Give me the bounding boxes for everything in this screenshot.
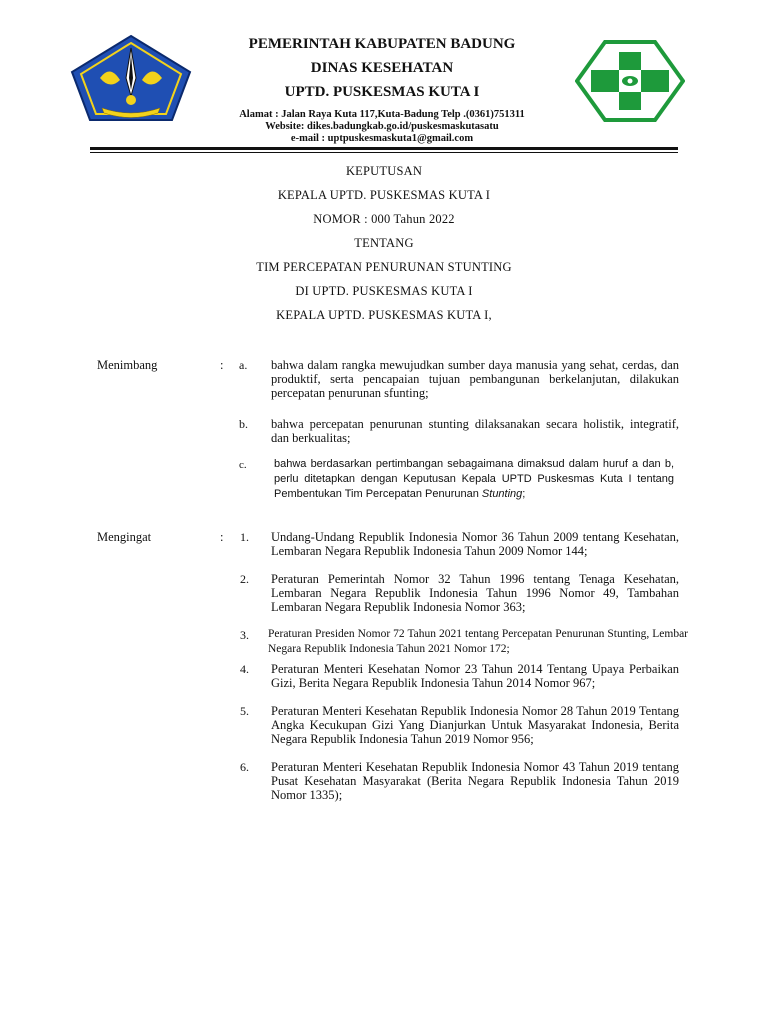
menimbang-item-c-text: bahwa berdasarkan pertimbangan sebagaimana dimaksud dalam huruf a dan b, perlu ditetapkan dengan Keputusan Kepala UPTD Puskesmas Kuta I tentang Pembentukan Tim Percepatan Penurunan <box>274 458 674 500</box>
menimbang-label: Menimbang <box>97 358 158 372</box>
title-kepala: KEPALA UPTD. PUSKESMAS KUTA I <box>277 188 491 202</box>
mengingat-item-text: Peraturan Menteri Kesehatan Nomor 23 Tahun 2014 Tentang Upaya Perbaikan Gizi, Berita Negara Republik Indonesia Tahun 2014 Nomor 967; <box>271 662 679 690</box>
mengingat-item-text: Peraturan Presiden Nomor 72 Tahun 2021 tentang Percepatan Penurunan Stunting, Lembar Negara Republik Indonesia Tahun 2021 Nomor 172; <box>268 628 688 655</box>
header-website: Website: dikes.badungkab.go.id/puskesmaskutasatu <box>265 121 499 132</box>
menimbang-item-c-tail: ; <box>522 488 526 500</box>
mengingat-item-text: Peraturan Pemerintah Nomor 32 Tahun 1996 tentang Tenaga Kesehatan, Lembaran Negara Republik Indonesia Tahun 1996 Nomor 49, Tambahan Lembaran Negara Republik Indonesia Nomor 363; <box>271 572 679 614</box>
header-department: DINAS KESEHATAN <box>310 60 454 76</box>
regency-emblem <box>70 34 192 122</box>
mengingat-colon: : <box>220 530 224 544</box>
mengingat-item-text: Undang-Undang Republik Indonesia Nomor 36 Tahun 2009 tentang Kesehatan, Lembaran Negara Republik Indonesia Tahun 2009 Nomor 144; <box>271 530 679 558</box>
header-government: PEMERINTAH KABUPATEN BADUNG <box>248 36 516 52</box>
mengingat-item-no: 3. <box>240 628 249 642</box>
menimbang-item-c-italic: Stunting <box>481 488 523 500</box>
mengingat-label: Mengingat <box>97 530 152 544</box>
letterhead-divider-thick <box>90 147 678 150</box>
title-keputusan: KEPUTUSAN <box>345 164 423 178</box>
menimbang-colon: : <box>220 358 224 372</box>
mengingat-item-no: 4. <box>240 662 249 676</box>
puskesmas-logo <box>575 40 685 122</box>
menimbang-item-no: b. <box>239 417 248 431</box>
title-location: DI UPTD. PUSKESMAS KUTA I <box>295 284 473 298</box>
title-subject: TIM PERCEPATAN PENURUNAN STUNTING <box>256 260 512 274</box>
header-address: Alamat : Jalan Raya Kuta 117,Kuta-Badung Telp .(0361)751311 <box>239 109 525 120</box>
header-email: e-mail : uptpuskesmaskuta1@gmail.com <box>290 133 474 144</box>
menimbang-item-text <box>274 457 674 502</box>
menimbang-item-text: bahwa dalam rangka mewujudkan sumber daya manusia yang sehat, cerdas, dan produktif, serta pencapaian tujuan pembangunan berkelanjutan, dilakukan percepatan penurunan sfunting; <box>271 358 679 400</box>
title-nomor: NOMOR : 000 Tahun 2022 <box>313 212 455 226</box>
mengingat-item-no: 1. <box>240 530 249 544</box>
puskesmas-logo-icon <box>575 40 685 122</box>
mengingat-item-no: 2. <box>240 572 249 586</box>
menimbang-item-no: a. <box>239 358 248 372</box>
title-signatory: KEPALA UPTD. PUSKESMAS KUTA I, <box>276 308 492 322</box>
badung-regency-emblem-icon <box>70 34 192 122</box>
menimbang-item-no: c. <box>239 459 247 471</box>
mengingat-item-text: Peraturan Menteri Kesehatan Republik Indonesia Nomor 28 Tahun 2019 Tentang Angka Kecukupan Gizi Yang Dianjurkan Untuk Masyarakat Indonesia, Berita Negara Republik Indonesia Tahun 2019 Nomor 956; <box>271 704 679 746</box>
mengingat-item-no: 6. <box>240 760 249 774</box>
menimbang-item-text: bahwa percepatan penurunan stunting dilaksanakan secara holistik, integratif, dan berkualitas; <box>271 417 679 445</box>
header-institution: UPTD. PUSKESMAS KUTA I <box>284 84 480 100</box>
letterhead-divider-thin <box>90 152 678 153</box>
title-tentang: TENTANG <box>354 236 414 250</box>
mengingat-item-no: 5. <box>240 704 249 718</box>
mengingat-item-text: Peraturan Menteri Kesehatan Republik Indonesia Nomor 43 Tahun 2019 tentang Pusat Kesehatan Masyarakat (Berita Negara Republik Indonesia Tahun 2019 Nomor 1335); <box>271 760 679 802</box>
